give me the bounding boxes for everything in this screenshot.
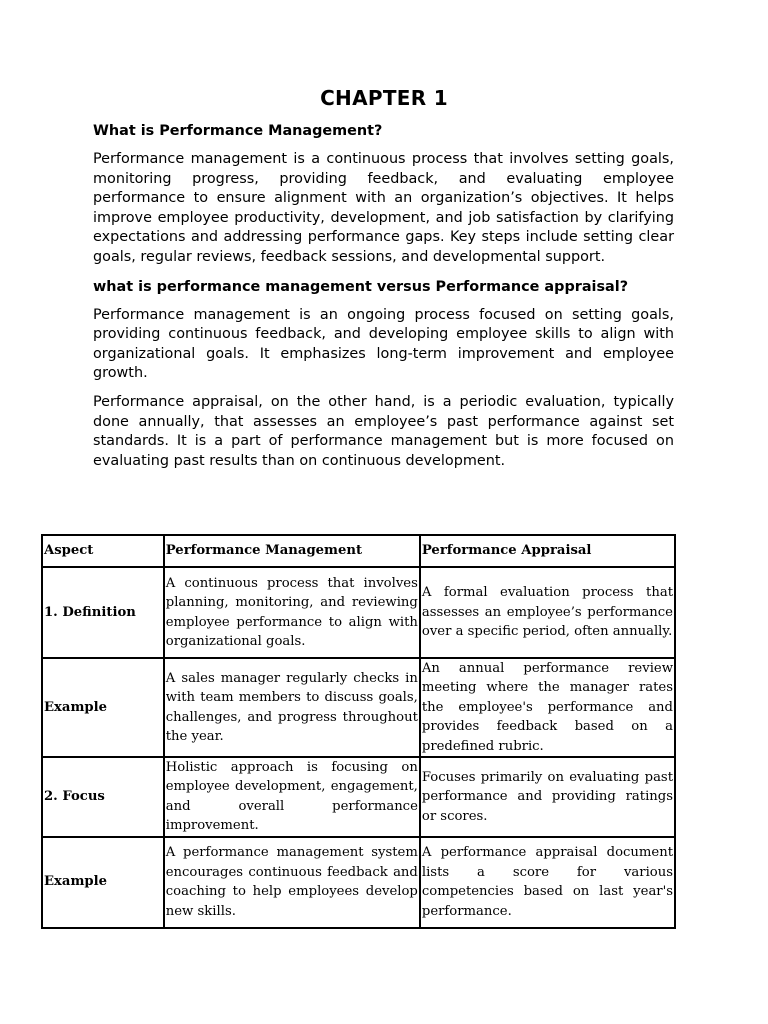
table-cell-appraisal: A performance appraisal document lists a score for various competencies based on last year's performance. [420,837,675,928]
table-cell-management: A continuous process that involves planning, monitoring, and reviewing employee performance to align with organizational goals. [164,567,420,658]
table-row [42,567,675,658]
table-cell-aspect: 1. Definition [42,567,164,658]
comparison-table [41,534,676,929]
table-row [42,837,675,928]
paragraph-management: Performance management is an ongoing process focused on setting goals, providing continuous feedback, and developing employee skills to align with organizational goals. It emphasizes long-term improvement and employee growth. [93,306,674,382]
chapter-title: CHAPTER 1 [320,86,448,110]
section-heading-management-vs-appraisal: what is performance management versus Performance appraisal? [93,278,629,295]
header-aspect: Aspect [42,535,164,567]
table-cell-management: A performance management system encourages continuous feedback and coaching to help employees develop new skills. [164,837,420,928]
section-heading-performance-management: What is Performance Management? [93,123,383,139]
paragraph-appraisal: Performance appraisal, on the other hand, is a periodic evaluation, typically done annually, that assesses an employee’s past performance against set standards. It is a part of performance management but is more focused on evaluating past results than on continuous development. [93,393,674,469]
header-performance-appraisal: Performance Appraisal [420,535,675,567]
table-cell-management: A sales manager regularly checks in with team members to discuss goals, challenges, and progress throughout the year. [164,658,420,757]
table-cell-aspect: 2. Focus [42,757,164,837]
table-header-row [42,535,675,567]
table-cell-appraisal: An annual performance review meeting where the manager rates the employee's performance and provides feedback based on a predefined rubric. [420,658,675,757]
header-performance-management: Performance Management [164,535,420,567]
table-cell-appraisal: A formal evaluation process that assesses an employee’s performance over a specific period, often annually. [420,567,675,658]
table-row [42,757,675,837]
table-cell-aspect: Example [42,837,164,928]
table-cell-aspect: Example [42,658,164,757]
table-cell-management: Holistic approach is focusing on employee development, engagement, and overall performance improvement. [164,757,420,837]
table-row [42,658,675,757]
paragraph-definition: Performance management is a continuous process that involves setting goals, monitoring progress, providing feedback, and evaluating employee performance to ensure alignment with an organization’s objectives. It helps improve employee productivity, development, and job satisfaction by clarifying expectations and addressing performance gaps. Key steps include setting clear goals, regular reviews, feedback sessions, and developmental support. [93,151,674,265]
document-body [93,121,674,480]
table-cell-appraisal: Focuses primarily on evaluating past performance and providing ratings or scores. [420,757,675,837]
